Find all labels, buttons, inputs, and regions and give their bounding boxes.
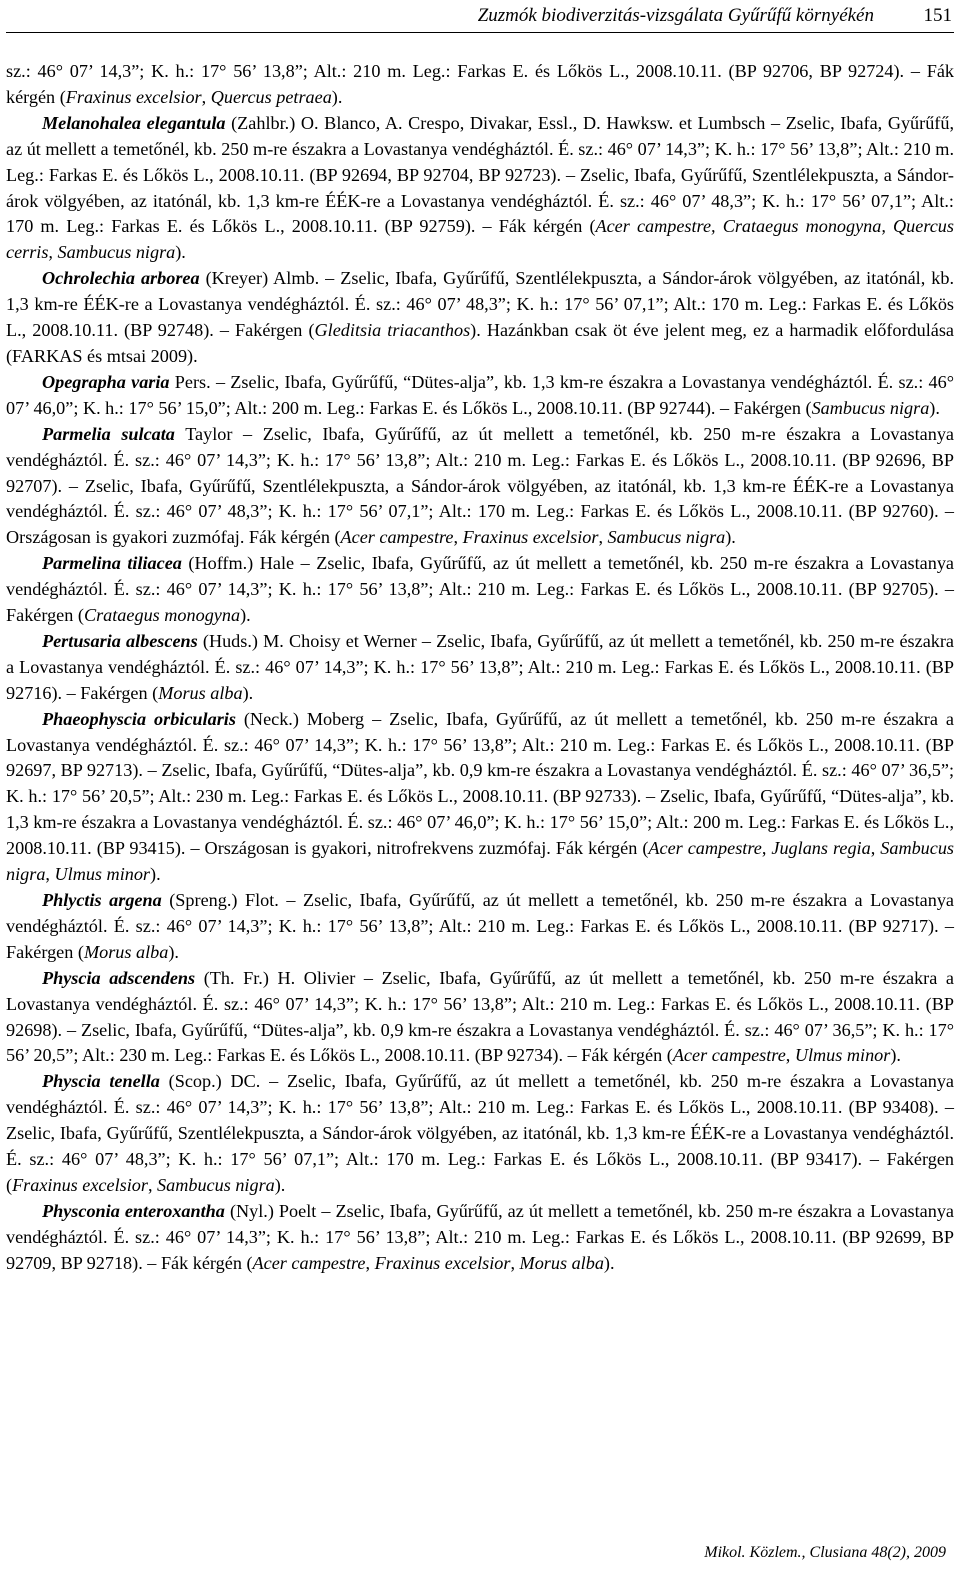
host-taxa: Sambucus nigra [6, 838, 955, 885]
locality-text: , [147, 1174, 158, 1195]
locality-text: ). Hazánkban csak öt éve jelent meg, ez a harmadik előfordulása (FARKAS és mtsai 2009). [6, 320, 954, 366]
species-name: Physcia adscendens [42, 967, 196, 988]
host-taxa: Morus alba [158, 682, 243, 703]
species-entry [6, 629, 954, 707]
article-body [6, 59, 954, 1277]
species-name: Ochrolechia arborea [42, 268, 200, 289]
journal-footer: Mikol. Közlem., Clusiana 48(2), 2009 [704, 1544, 946, 1561]
species-list [6, 111, 954, 1277]
locality-text: – Zselic, Ibafa, Gyűrűfű, az út mellett a temetőnél, kb. 250 m-re északra a Lovastanya vendégháztól. É. sz.: 46° 07’ 14,3”; K. h.: 17° 56’ 13,8”; Alt.: 210 m. Leg.: Farkas E. és Lőkös L., 2008.10.11. (BP 93408). – Zselic, Ibafa, Gyűrűfű, Szentlélekpuszta, a Sándor-árok völgyében, az itatónál, kb. 1,3 km-re ÉÉK-re a Lovastanya vendégháztól. É. sz.: 46° 07’ 48,3”; K. h.: 17° 56’ 07,1”; Alt.: 170 m. Leg.: Farkas E. és Lőkös L., 2008.10.11. (BP 93417). – Fakérgen ( [6, 1071, 954, 1195]
locality-text: – Zselic, Ibafa, Gyűrűfű, az út mellett a temetőnél, kb. 250 m-re északra a Lovastanya vendégháztól. É. sz.: 46° 07’ 14,3”; K. h.: 17° 56’ 13,8”; Alt.: 210 m. Leg.: Farkas E. és Lőkös L., 2008.10.11. (BP 92699, BP 92709, BP 92718). – Fák kérgén ( [6, 1200, 954, 1273]
species-name: Opegrapha varia [42, 371, 170, 392]
species-author: (Huds.) M. Choisy et Werner [197, 630, 417, 651]
running-title: Zuzmók biodiverzitás-vizsgálata Gyűrűfű környékén [477, 5, 874, 26]
running-header [6, 2, 954, 33]
host-taxa: Morus alba [83, 941, 169, 962]
locality-text: – Zselic, Ibafa, Gyűrűfű, “Dütes-alja”, kb. 1,3 km-re északra a Lovastanya vendégháztól. É. sz.: 46° 07’ 46,0”; K. h.: 17° 56’ 15,0”; Alt.: 200 m. Leg.: Farkas E. és Lőkös L., 2008.10.11. (BP 92744). – Fakérgen ( [6, 371, 954, 418]
locality-text: – Zselic, Ibafa, Gyűrűfű, az út mellett a temetőnél, kb. 250 m-re északra a Lovastanya vendégháztól. É. sz.: 46° 07’ 14,3”; K. h.: 17° 56’ 13,8”; Alt.: 210 m. Leg.: Farkas E. és Lőkös L., 2008.10.11. (BP 92716). – Fakérgen ( [6, 630, 954, 703]
locality-text: ). [175, 242, 186, 263]
species-name: Pertusaria albescens [42, 630, 198, 651]
locality-text: ). [242, 682, 254, 703]
locality-text: – Zselic, Ibafa, Gyűrűfű, az út mellett a temetőnél, kb. 250 m-re északra a Lovastanya vendégháztól. É. sz.: 46° 07’ 14,3”; K. h.: 17° 56’ 13,8”; Alt.: 210 m. Leg.: Farkas E. és Lőkös L., 2008.10.11. (BP 92705). – Fakérgen ( [6, 553, 954, 626]
locality-text: ). [168, 941, 179, 962]
species-name: Phlyctis argena [42, 890, 162, 910]
locality-text: ). [929, 397, 940, 418]
page-number: 151 [923, 5, 952, 26]
host-taxa: Sambucus nigra [607, 527, 726, 548]
species-author: Taylor [174, 423, 233, 444]
host-taxa: Sambucus nigra [811, 397, 930, 418]
opening-paragraph: sz.: 46° 07’ 14,3”; K. h.: 17° 56’ 13,8”; Alt.: 210 m. Leg.: Farkas E. és Lőkös L., 2008.10.11. (BP 92706, BP 92724). – Fák kérgén (Fraxinus excelsior, Quercus petraea). [6, 61, 954, 107]
species-author: (Spreng.) Flot. [161, 890, 279, 910]
species-entry [6, 266, 954, 370]
species-entry [6, 370, 954, 422]
host-taxa: Juglans regia [771, 838, 871, 859]
species-entry [6, 888, 954, 966]
species-name: Physconia enteroxantha [42, 1200, 225, 1221]
locality-text: ). [725, 527, 736, 548]
host-taxa: Acer campestre [648, 838, 762, 859]
species-author: (Zahlbr.) O. Blanco, A. Crespo, Divakar, Essl., D. Hawksw. et Lumbsch [225, 112, 766, 133]
species-entry [6, 111, 954, 266]
locality-text: , [365, 1252, 375, 1273]
host-taxa: Ulmus minor [794, 1045, 891, 1066]
host-taxa: Fraxinus excelsior [374, 1252, 511, 1273]
host-taxa: Morus alba [519, 1252, 604, 1273]
locality-text: – Zselic, Ibafa, Gyűrűfű, az út mellett a temetőnél, kb. 250 m-re északra a Lovastanya vendégháztól. É. sz.: 46° 07’ 14,3”; K. h.: 17° 56’ 13,8”; Alt.: 210 m. Leg.: Farkas E. és Lőkös L., 2008.10.11. (BP 92694, BP 92704, BP 92723). – Zselic, Ibafa, Gyűrűfű, Szentlélekpuszta, a Sándor-árok völgyében, az itatónál, kb. 1,3 km-re ÉÉK-re a Lovastanya vendégháztól. É. sz.: 46° 07’ 48,3”; K. h.: 17° 56’ 07,1”; Alt.: 170 m. Leg.: Farkas E. és Lőkös L., 2008.10.11. (BP 92759). – Fák kérgén ( [6, 112, 955, 237]
species-name: Phaeophyscia orbicularis [42, 708, 236, 729]
species-author: (Th. Fr.) H. Olivier [195, 967, 356, 988]
host-taxa: Gleditsia triacanthos [314, 320, 471, 341]
locality-text: , [598, 527, 608, 548]
locality-text: – Zselic, Ibafa, Gyűrűfű, az út mellett a temetőnél, kb. 250 m-re északra a Lovastanya vendégháztól. É. sz.: 46° 07’ 14,3”; K. h.: 17° 56’ 13,8”; Alt.: 210 m. Leg.: Farkas E. és Lőkös L., 2008.10.11. (BP 92698). – Zselic, Ibafa, Gyűrűfű, “Dütes-alja”, kb. 0,9 km-re északra a Lovastanya vendégháztól. É. sz.: 46° 07’ 36,5”; K. h.: 17° 56’ 20,5”; Alt.: 230 m. Leg.: Farkas E. és Lőkös L., 2008.10.11. (BP 92734). – Fák kérgén ( [6, 967, 954, 1066]
species-name: Parmelina tiliacea [42, 553, 182, 574]
species-entry [6, 551, 954, 629]
species-entry [6, 422, 954, 552]
host-taxa: Ulmus minor [54, 864, 151, 885]
locality-text: – Zselic, Ibafa, Gyűrűfű, az út mellett a temetőnél, kb. 250 m-re északra a Lovastanya vendégháztól. É. sz.: 46° 07’ 14,3”; K. h.: 17° 56’ 13,8”; Alt.: 210 m. Leg.: Farkas E. és Lőkös L., 2008.10.11. (BP 92697, BP 92713). – Zselic, Ibafa, Gyűrűfű, “Dütes-alja”, kb. 0,9 km-re északra a Lovastanya vendégháztól. É. sz.: 46° 07’ 36,5”; K. h.: 17° 56’ 20,5”; Alt.: 230 m. Leg.: Farkas E. és Lőkös L., 2008.10.11. (BP 92733). – Zselic, Ibafa, Gyűrűfű, “Dütes-alja”, kb. 1,3 km-re északra a Lovastanya vendégháztól. É. sz.: 46° 07’ 46,0”; K. h.: 17° 56’ 15,0”; Alt.: 200 m. Leg.: Farkas E. és Lőkös L., 2008.10.11. (BP 93415). – Országosan is gyakori, nitrofrekvens zuzmófaj. Fák kérgén ( [6, 708, 954, 859]
species-entry [6, 1069, 954, 1199]
locality-text: , [510, 1252, 520, 1273]
species-name: Parmelia sulcata [42, 423, 175, 444]
document-page [6, 0, 954, 1569]
locality-text: ). [603, 1252, 615, 1273]
species-entry [6, 707, 954, 888]
species-author: (Nyl.) Poelt [224, 1200, 317, 1221]
locality-text: , [45, 864, 55, 885]
locality-text: – Zselic, Ibafa, Gyűrűfű, az út mellett a temetőnél, kb. 250 m-re északra a Lovastanya vendégháztól. É. sz.: 46° 07’ 14,3”; K. h.: 17° 56’ 13,8”; Alt.: 210 m. Leg.: Farkas E. és Lőkös L., 2008.10.11. (BP 92717). – Fakérgen ( [6, 890, 955, 962]
host-taxa: Fraxinus excelsior [462, 527, 599, 548]
species-author: Pers. [169, 371, 211, 392]
locality-text: , [785, 1045, 795, 1066]
host-taxa: Sambucus nigra [157, 1174, 275, 1195]
locality-text: ). [150, 864, 161, 885]
host-taxa: Acer campestre [672, 1045, 786, 1066]
locality-text: ). [274, 1174, 286, 1195]
locality-text: ). [240, 605, 251, 626]
locality-text: – Zselic, Ibafa, Gyűrűfű, az út mellett a temetőnél, kb. 250 m-re északra a Lovastanya vendégháztól. É. sz.: 46° 07’ 14,3”; K. h.: 17° 56’ 13,8”; Alt.: 210 m. Leg.: Farkas E. és Lőkös L., 2008.10.11. (BP 92696, BP 92707). – Zselic, Ibafa, Gyűrűfű, Szentlélekpuszta, a Sándor-árok völgyében, az itatónál, kb. 1,3 km-re ÉÉK-re a Lovastanya vendégháztól. É. sz.: 46° 07’ 48,3”; K. h.: 17° 56’ 07,1”; Alt.: 170 m. Leg.: Farkas E. és Lőkös L., 2008.10.11. (BP 92760). – Országosan is gyakori zuzmófaj. Fák kérgén ( [6, 423, 954, 548]
host-taxa: Acer campestre, Crataegus monogyna, Quercus cerris, Sambucus nigra [6, 216, 954, 263]
host-taxa: Crataegus monogyna [83, 605, 241, 626]
species-author: (Neck.) Moberg [235, 708, 365, 729]
species-author: (Kreyer) Almb. [199, 268, 320, 289]
locality-text: , [453, 527, 463, 548]
species-author: (Hoffm.) Hale [181, 553, 295, 574]
host-taxa: Acer campestre [340, 527, 454, 548]
locality-text: – Zselic, Ibafa, Gyűrűfű, Szentlélekpuszta, a Sándor-árok völgyében, az itatónál, kb. 1,3 km-re ÉÉK-re a Lovastanya vendégháztól. É. sz.: 46° 07’ 48,3”; K. h.: 17° 56’ 07,1”; Alt.: 170 m. Leg.: Farkas E. és Lőkös L., 2008.10.11. (BP 92748). – Fakérgen ( [6, 268, 954, 341]
host-taxa: Acer campestre [252, 1252, 366, 1273]
host-taxa: Fraxinus excelsior [12, 1174, 148, 1195]
species-entry [6, 1199, 954, 1277]
locality-text: , [870, 838, 881, 859]
locality-text: ). [890, 1045, 901, 1066]
species-entry [6, 966, 954, 1070]
species-name: Melanohalea elegantula [42, 112, 226, 133]
species-name: Physcia tenella [42, 1071, 160, 1092]
species-author: (Scop.) DC. [159, 1071, 261, 1092]
locality-text: , [761, 838, 772, 859]
